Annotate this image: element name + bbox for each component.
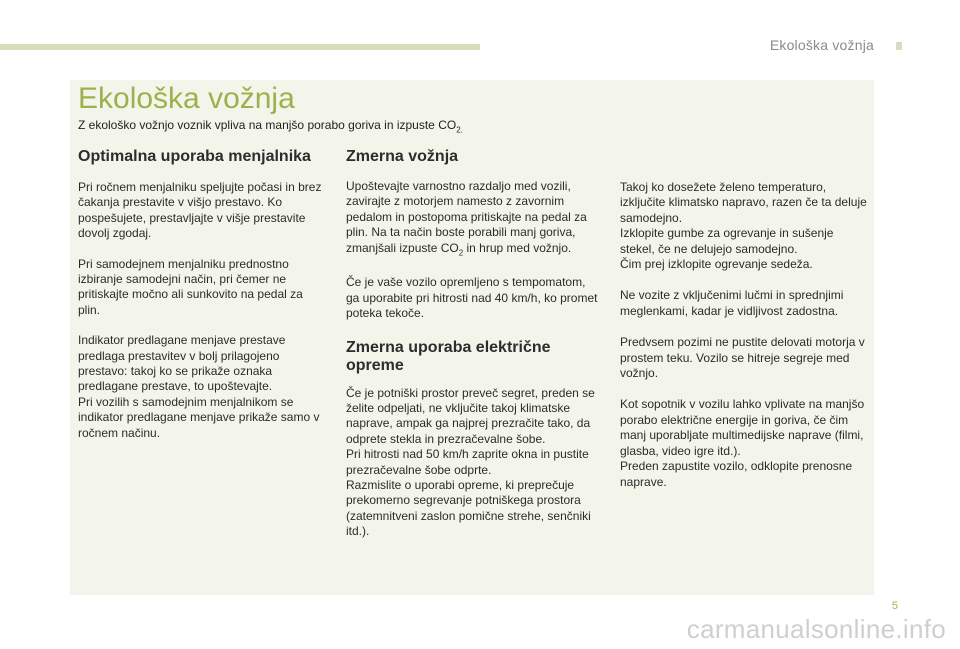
subtitle-text: Z ekološko vožnjo voznik vpliva na manjšo porabo goriva in izpuste CO: [78, 118, 457, 132]
heading-gearbox: Optimalna uporaba menjalnika: [78, 148, 311, 165]
subtitle-subscript: 2.: [456, 125, 463, 135]
ventilation-text-2: Pri hitrosti nad 50 km/h zaprite okna in pustite prezračevalne šobe odprte.: [346, 447, 589, 477]
paragraph-gear-indicator: [78, 333, 326, 441]
safe-distance-text-end: in hrup med vožnjo.: [463, 240, 572, 255]
paragraph-manual-gearbox: Pri ročnem menjalniku speljujte počasi in brez čakanja prestavite v višjo prestavo. Ko pospešujete, prestavljajte v višje prestavite dovolj zgodaj.: [78, 180, 322, 241]
gear-indicator-text-1: Indikator predlagane menjave prestave predlaga prestavitev v bolj prilagojeno prestavo: takoj ko se prikaže oznaka predlagane prestave, to upoštevajte.: [78, 333, 286, 394]
air-conditioning-text-1: Takoj ko dosežete želeno temperaturo, izključite klimatsko napravo, razen če ta deluje samodejno.: [620, 180, 867, 225]
section-title: Ekološka vožnja: [769, 37, 874, 53]
watermark: carmanualsonline.info: [686, 614, 946, 644]
air-conditioning-text-3: Čim prej izklopite ogrevanje sedeža.: [620, 257, 813, 272]
paragraph-ventilation: [346, 386, 602, 540]
multimedia-text-2: Preden zapustite vozilo, odklopite prenosne naprave.: [620, 459, 853, 489]
paragraph-safe-distance: [346, 179, 602, 260]
header-accent-bar: [0, 44, 480, 50]
air-conditioning-text-2: Izklopite gumbe za ogrevanje in sušenje stekel, če ne delujejo samodejno.: [620, 226, 834, 256]
safe-distance-text: Upoštevajte varnostno razdaljo med vozili, zavirajte z motorjem namesto z zavornim pedalom in postopoma pritiskajte na pedal za plin. Na ta način boste porabili manj goriva, zmanjšali izpuste CO: [346, 179, 587, 255]
column-gearbox: [78, 148, 326, 456]
page-title: Ekološka vožnja: [78, 82, 295, 115]
ventilation-text-1: Če je potniški prostor preveč segret, preden se želite odpeljati, ne vključite takoj klimatske naprave, ampak ga najprej prezračite tako, da odprete stekla in prezračevalne šobe.: [346, 385, 595, 446]
paragraph-air-conditioning: [620, 180, 870, 272]
multimedia-text-1: Kot sopotnik v vozilu lahko vplivate na manjšo porabo električne energije in goriva, če čim manj uporabljate multimedijske naprave (filmi, glasba, video igre itd.).: [620, 397, 865, 458]
column-driving: [346, 148, 602, 555]
ventilation-text-3: Razmislite o uporabi opreme, ki preprečuje prekomerno segrevanje potniškega prostora (zatemnitveni zaslon pomične strehe, senčniki itd.).: [346, 478, 591, 539]
page-number: 5: [891, 600, 898, 612]
paragraph-automatic-gearbox: Pri samodejnem menjalniku prednostno izbiranje samodejni način, pri čemer ne pritiskajte močno ali sunkovito na pedal za plin.: [78, 256, 303, 317]
header-marker: [896, 42, 902, 50]
page-subtitle: [78, 118, 463, 138]
heading-moderate-driving: Zmerna vožnja: [346, 148, 459, 165]
paragraph-fog-lights: Ne vozite z vključenimi lučmi in sprednjimi meglenkami, kadar je vidljivost zadostna.: [620, 288, 844, 318]
paragraph-idle-engine: Predvsem pozimi ne pustite delovati motorja v prostem teku. Vozilo se hitreje segreje med vožnjo.: [620, 335, 865, 381]
gear-indicator-text-2: Pri vozilih s samodejnim menjalnikom se indikator predlagane menjave prikaže samo v ročnem načinu.: [78, 394, 320, 440]
paragraph-multimedia: [620, 397, 870, 489]
column-equipment: [620, 180, 870, 506]
paragraph-cruise-control: Če je vaše vozilo opremljeno s tempomatom, ga uporabite pri hitrosti nad 40 km/h, ko promet poteka tekoče.: [346, 275, 598, 321]
co2-subscript: 2: [458, 248, 464, 258]
heading-electrical-equipment: Zmerna uporaba električne opreme: [346, 338, 551, 374]
